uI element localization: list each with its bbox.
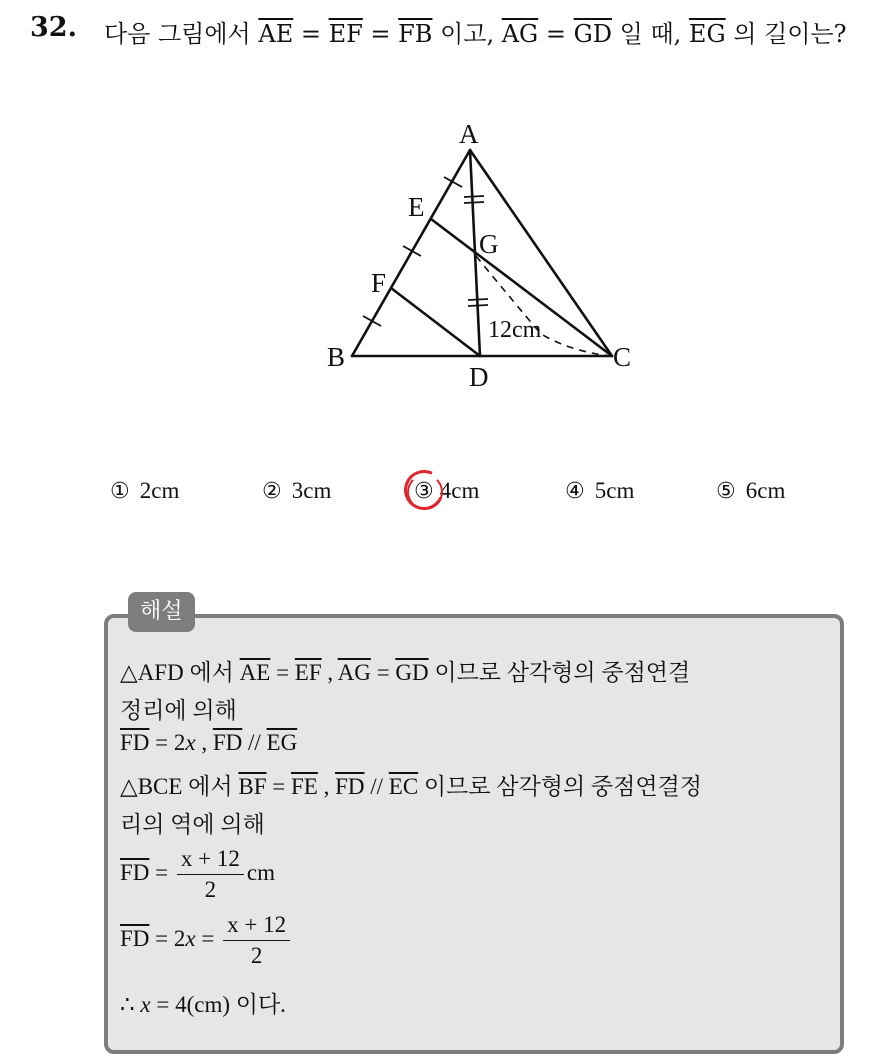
parallel-sign: // bbox=[242, 730, 267, 755]
choice-5[interactable] bbox=[716, 478, 785, 504]
label-a: A bbox=[459, 119, 479, 149]
choice-text: 2cm bbox=[139, 478, 180, 503]
choice-number: ① bbox=[110, 479, 130, 504]
choice-number: ④ bbox=[565, 479, 585, 504]
solution-text: = 2 bbox=[149, 730, 186, 755]
fraction bbox=[223, 912, 290, 969]
segment-eg: $\overline{EG}$ bbox=[266, 730, 298, 755]
solution-text: = 2 bbox=[149, 925, 186, 951]
segment-fd: $\overline{FD}$ bbox=[120, 859, 150, 885]
solution-text: 리의 역에 의해 bbox=[120, 812, 265, 837]
choice-text: 3cm bbox=[291, 478, 332, 503]
comma: , bbox=[195, 730, 213, 755]
question-text-part: 이고, bbox=[432, 20, 502, 48]
fraction-denominator: 2 bbox=[204, 877, 217, 902]
equals-sign: = bbox=[293, 20, 329, 48]
choice-1[interactable] bbox=[110, 478, 179, 504]
parallel-sign: // bbox=[364, 774, 389, 799]
solution-line-6 bbox=[120, 846, 275, 903]
solution-text: 정리에 의해 bbox=[120, 698, 237, 723]
solution-line-3 bbox=[120, 730, 297, 756]
equals-sign: = bbox=[266, 774, 291, 799]
segment-fd: $\overline{FD}$ bbox=[120, 730, 150, 755]
solution-line-5 bbox=[120, 806, 265, 839]
choice-text: 5cm bbox=[594, 478, 635, 503]
double-tick-ag bbox=[464, 196, 484, 197]
choice-text: 6cm bbox=[745, 478, 786, 503]
segment-fd: $\overline{FD}$ bbox=[120, 925, 150, 951]
question-number: 32. bbox=[30, 12, 77, 43]
segment-fd: $\overline{FD}$ bbox=[335, 774, 365, 799]
equals-sign: = bbox=[370, 660, 396, 685]
choice-2[interactable] bbox=[262, 478, 331, 504]
therefore-sign: ∴ bbox=[120, 992, 141, 1017]
solution-line-2 bbox=[120, 692, 237, 725]
solution-text: = 4(cm) 이다. bbox=[150, 992, 286, 1017]
question-text-part: 의 길이는? bbox=[725, 20, 847, 48]
segment-eg: $\overline{EG}$ bbox=[688, 20, 726, 48]
solution-line-4 bbox=[120, 768, 702, 801]
segment-ag: $\overline{AG}$ bbox=[337, 660, 371, 685]
solution-tab: 해설 bbox=[128, 592, 195, 632]
segment-ef: $\overline{EF}$ bbox=[328, 20, 363, 48]
comma: , bbox=[321, 660, 338, 685]
segment-ag: $\overline{AG}$ bbox=[501, 20, 539, 48]
solution-line-8 bbox=[120, 986, 286, 1019]
tick-mark-ef bbox=[403, 246, 421, 256]
equals-sign: = bbox=[195, 925, 221, 951]
choice-number: ⑤ bbox=[716, 479, 736, 504]
label-d: D bbox=[469, 362, 489, 392]
variable-x: x bbox=[185, 925, 196, 951]
comma: , bbox=[317, 774, 336, 799]
segment-fd bbox=[391, 288, 480, 356]
unit-cm: cm bbox=[246, 859, 275, 885]
segment-gd: $\overline{GD}$ bbox=[395, 660, 429, 685]
segment-fd: $\overline{FD}$ bbox=[212, 730, 243, 755]
choice-text: 4cm bbox=[439, 478, 480, 503]
variable-x: x bbox=[140, 992, 151, 1017]
double-tick-gd bbox=[468, 305, 488, 306]
solution-line-1 bbox=[120, 654, 690, 687]
equals-sign: = bbox=[362, 20, 399, 48]
label-g: G bbox=[479, 229, 499, 259]
segment-ec: $\overline{EC}$ bbox=[388, 774, 419, 799]
label-e: E bbox=[408, 192, 425, 222]
answer-mark-circle bbox=[407, 474, 443, 510]
segment-fe: $\overline{FE}$ bbox=[290, 774, 318, 799]
segment-ae: $\overline{AE}$ bbox=[258, 20, 294, 48]
solution-text: △AFD 에서 bbox=[120, 660, 240, 685]
segment-fb: $\overline{FB}$ bbox=[398, 20, 433, 48]
length-label-gc: 12cm bbox=[488, 317, 542, 343]
equals-sign: = bbox=[270, 660, 295, 685]
question-text-part: 다음 그림에서 bbox=[104, 20, 259, 48]
tick-mark-fb bbox=[363, 316, 381, 326]
segment-ae: $\overline{AE}$ bbox=[239, 660, 271, 685]
equals-sign: = bbox=[538, 20, 574, 48]
segment-bf: $\overline{BF}$ bbox=[238, 774, 267, 799]
segment-gd: $\overline{GD}$ bbox=[573, 20, 613, 48]
fraction-denominator: 2 bbox=[250, 943, 263, 968]
segment-ef: $\overline{EF}$ bbox=[294, 660, 322, 685]
label-b: B bbox=[327, 342, 346, 372]
fraction-numerator: x + 12 bbox=[223, 912, 290, 941]
label-f: F bbox=[371, 268, 387, 298]
choice-number: ③ bbox=[414, 479, 434, 504]
solution-line-7 bbox=[120, 912, 293, 969]
variable-x: x bbox=[185, 730, 196, 755]
fraction-numerator: x + 12 bbox=[177, 846, 244, 875]
choice-number: ② bbox=[262, 479, 282, 504]
fraction bbox=[177, 846, 244, 903]
choice-4[interactable] bbox=[565, 478, 634, 504]
solution-text: △BCE 에서 bbox=[120, 774, 239, 799]
double-tick-ag bbox=[464, 202, 484, 203]
equals-sign: = bbox=[149, 859, 174, 885]
solution-text: 이므로 삼각형의 중점연결정 bbox=[418, 774, 703, 799]
solution-text: 이므로 삼각형의 중점연결 bbox=[428, 660, 691, 685]
double-tick-gd bbox=[468, 299, 488, 300]
label-c: C bbox=[613, 342, 632, 372]
question-text-part: 일 때, bbox=[612, 20, 689, 48]
triangle-figure bbox=[0, 0, 884, 460]
